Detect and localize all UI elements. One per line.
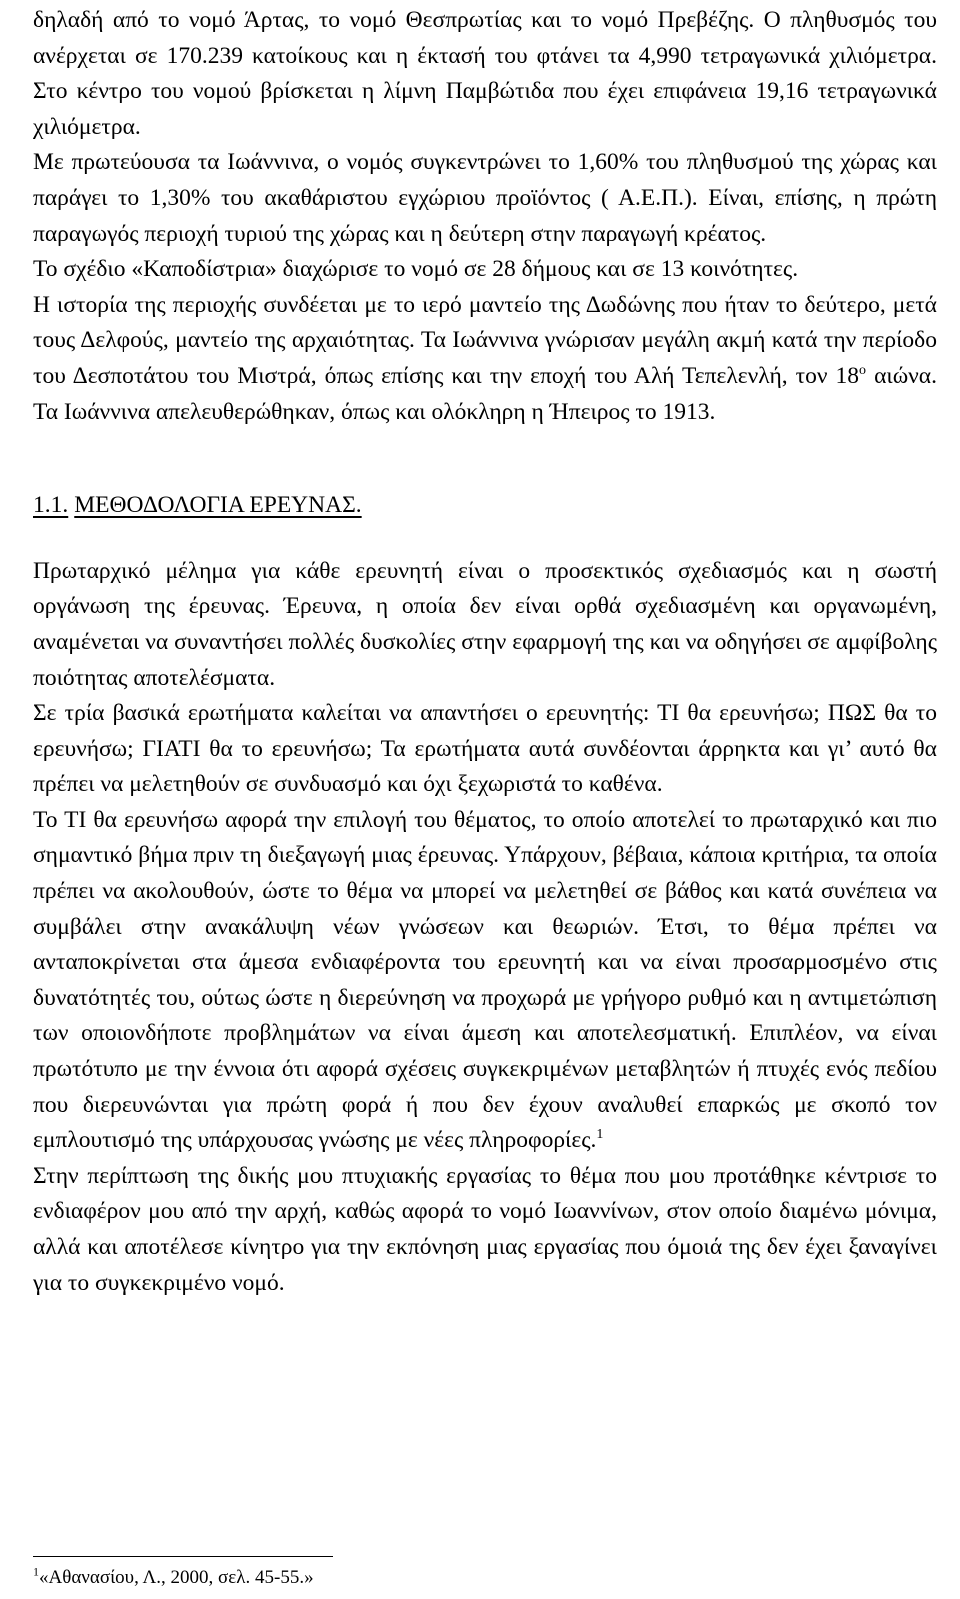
document-page <box>33 0 937 1588</box>
footnote-text: «Αθανασίου, Λ., 2000, σελ. 45-55.» <box>39 1567 314 1588</box>
ordinal-superscript: ο <box>859 363 867 379</box>
paragraph-thesis-topic: Στην περίπτωση της δικής μου πτυχιακής εργασίας το θέμα που μου προτάθηκε κέντρισε το ενδιαφέρον μου από την αρχή, καθώς αφορά το νομό Ιωαννίνων, στον οποίο διαμένω μόνιμα, αλλά και αποτέλεσε κίνητρο για την εκπόνηση μιας εργασίας που όμοιά της δεν έχει ξαναγίνει για το συγκεκριμένο νομό. <box>33 1162 937 1296</box>
section-number: 1.1. <box>33 492 69 519</box>
footnote <box>33 1566 314 1590</box>
history-text-b: αιώνα. Τα Ιωάννινα απελευθερώθηκαν, όπως και ολόκληρη η Ήπειρος το 1913. <box>33 362 937 425</box>
topic-text: Το ΤΙ θα ερευνήσω αφορά την επιλογή του θέματος, το οποίο αποτελεί το πρωταρχικό και πιο σημαντικό βήμα πριν τη διεξαγωγή μιας έρευνας. Υπάρχουν, βέβαια, κάποια κριτήρια, τα οποία πρέπει να ακολουθούν, ώστε το θέμα να μπορεί να μελετηθεί σε βάθος και κατά συνέπεια να συμβάλει στην ανακάλυψη νέων γνώσεων και θεωριών. Έτσι, το θέμα πρέπει να ανταποκρίνεται στα άμεσα ενδιαφέροντα του ερευνητή και να είναι προσαρμοσμένο στις δυνατότητές του, ούτως ώστε η διερεύνηση να προχωρά με γρήγορο ρυθμό και η αντιμετώπιση των οποιονδήποτε προβλημάτων να είναι άμεση και αποτελεσματική. Επιπλέον, να είναι πρωτότυπο με την έννοια ότι αφορά σχέσεις συγκεκριμένων μεταβλητών ή πτυχές ενός πεδίου που διερευνώνται για πρώτη φορά ή που δεν έχουν αναλυθεί επαρκώς με σκοπό τον εμπλουτισμό της υπάρχουσας γνώσης με νέες πληροφορίες. <box>33 806 937 1154</box>
paragraph-region-intro: δηλαδή από το νομό Άρτας, το νομό Θεσπρωτίας και το νομό Πρεβέζης. Ο πληθυσμός του ανέρχεται σε 170.239 κατοίκους και η έκτασή του φτάνει τα 4,990 τετραγωνικά χιλιόμετρα. Στο κέντρο του νομού βρίσκεται η λίμνη Παμβώτιδα που έχει επιφάνεια 19,16 τετραγωνικά χιλιόμετρα. <box>33 7 937 140</box>
paragraph-kapodistrias: Το σχέδιο «Καποδίστρια» διαχώρισε το νομό σε 28 δήμους και σε 13 κοινότητες. <box>33 256 799 283</box>
footnote-separator <box>33 1556 333 1557</box>
footnote-number: 1 <box>33 1564 39 1579</box>
section-heading <box>33 488 937 524</box>
paragraph-research-design: Πρωταρχικό μέλημα για κάθε ερευνητή είναι ο προσεκτικός σχεδιασμός και η σωστή οργάνωση της έρευνας. Έρευνα, η οποία δεν είναι ορθά σχεδιασμένη και οργανωμένη, αναμένεται να συναντήσει πολλές δυσκολίες στην εφαρμογή της και να οδηγήσει σε αμφίβολης ποιότητας αποτελέσματα. <box>33 557 937 691</box>
section-title: ΜΕΘΟΔΟΛΟΓΙΑ ΕΡΕΥΝΑΣ. <box>74 492 362 519</box>
paragraph-economy: Με πρωτεύουσα τα Ιωάννινα, ο νομός συγκεντρώνει το 1,60% του πληθυσμού της χώρας και παράγει το 1,30% του ακαθάριστου εγχώριου προϊόντος ( Α.Ε.Π.). Είναι, επίσης, η πρώτη παραγωγός περιοχή τυριού της χώρας και η δεύτερη στην παραγωγή κρέατος. <box>33 149 937 247</box>
footnote-reference[interactable]: 1 <box>596 1127 604 1143</box>
paragraph-three-questions: Σε τρία βασικά ερωτήματα καλείται να απαντήσει ο ερευνητής: ΤΙ θα ερευνήσω; ΠΩΣ θα το ερευνήσω; ΓΙΑΤΙ θα το ερευνήσω; Τα ερωτήματα αυτά συνδέονται άρρηκτα και γι’ αυτό θα πρέπει να μελετηθούν σε συνδυασμό και όχι ξεχωριστά το καθένα. <box>33 700 937 798</box>
paragraph-topic-selection <box>33 803 937 1159</box>
paragraph-history <box>33 288 937 430</box>
history-text-a: Η ιστορία της περιοχής συνδέεται με το ιερό μαντείο της Δωδώνης που ήταν το δεύτερο, μετά τους Δελφούς, μαντείο της αρχαιότητας. Τα Ιωάννινα γνώρισαν μεγάλη ακμή κατά την περίοδο του Δεσποτάτου του Μιστρά, όπως επίσης και την εποχή του Αλή Τεπελενλή, τον 18 <box>33 291 937 389</box>
